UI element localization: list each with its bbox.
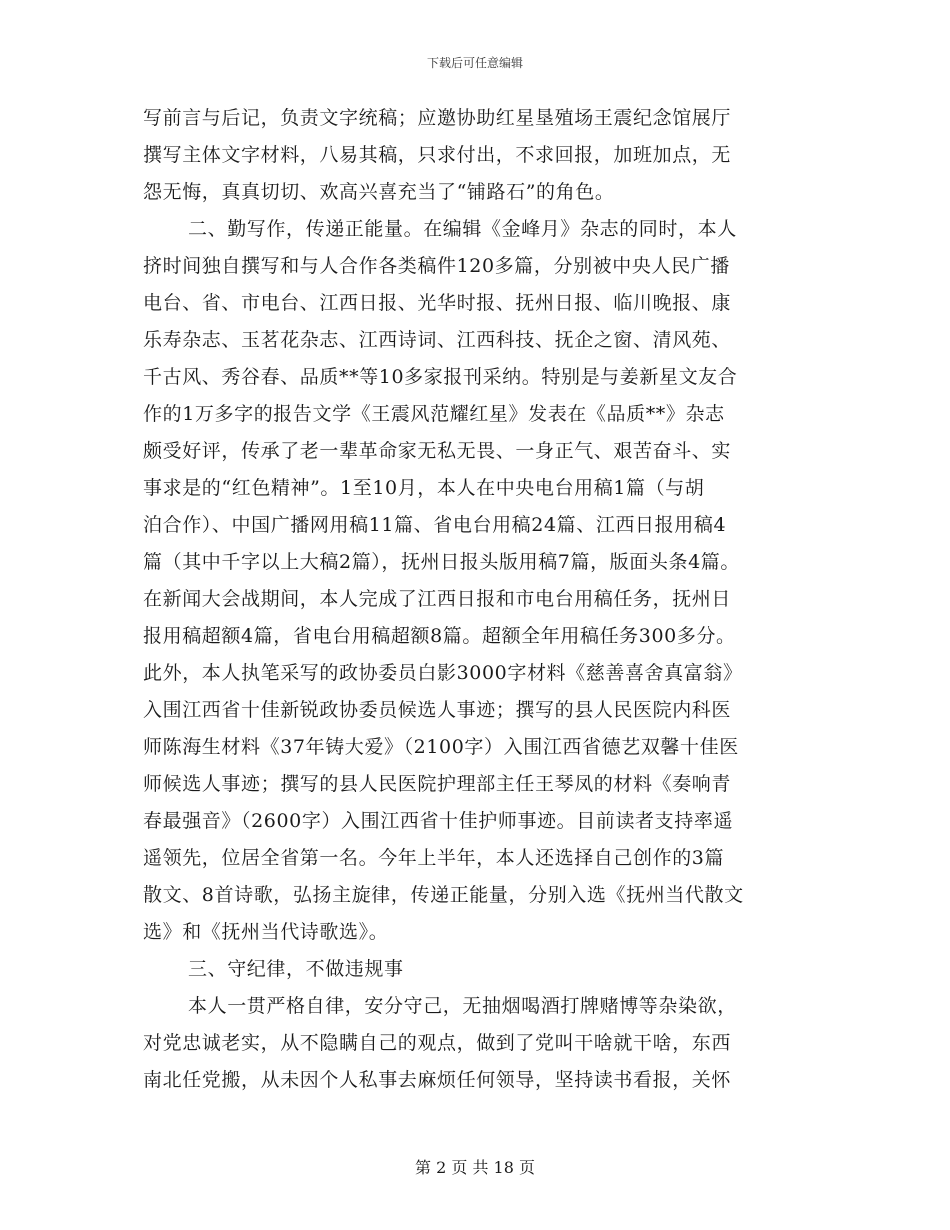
- text-line: 入围江西省十佳新锐政协委员候选人事迹；撰写的县人民医院内科医: [143, 699, 732, 721]
- text-line: 春最强音》（2600字）入围江西省十佳护师事迹。目前读者支持率遥: [143, 810, 734, 832]
- text-line: 此外，本人执笔采写的政协委员白影3000字材料《慈善喜舍真富翁》: [143, 662, 743, 684]
- text-line: 遥领先，位居全省第一名。今年上半年，本人还选择自己创作的3篇: [143, 847, 725, 869]
- text-line: 报用稿超额4篇，省电台用稿超额8篇。超额全年用稿任务300多分。: [143, 625, 736, 647]
- text-line: 作的1万多字的报告文学《王震风范耀红星》发表在《品质**》杂志: [143, 403, 725, 425]
- text-line: 写前言与后记，负责文字统稿；应邀协助红星垦殖场王震纪念馆展厅: [143, 107, 732, 129]
- page-header: 下载后可任意编辑: [426, 56, 523, 70]
- text-line: 篇（其中千字以上大稿2篇），抚州日报头版用稿7篇，版面头条4篇。: [143, 551, 740, 573]
- page-footer: 第 2 页 共 18 页: [415, 1158, 535, 1177]
- text-line: 散文、8首诗歌，弘扬主旋律，传递正能量，分别入选《抚州当代散文: [143, 884, 744, 906]
- text-line: 泊合作）、中国广播网用稿11篇、省电台用稿24篇、江西日报用稿4: [143, 514, 727, 536]
- text-line: 对党忠诚老实，从不隐瞒自己的观点，做到了党叫干啥就干啥，东西: [143, 1032, 732, 1054]
- paragraph-start-line: 本人一贯严格自律，安分守己，无抽烟喝酒打牌赌博等杂染欲，: [188, 995, 737, 1017]
- document-body: [143, 100, 823, 1099]
- text-line: 师陈海生材料《37年铸大爱》（2100字）入围江西省德艺双馨十佳医: [143, 736, 739, 758]
- section-heading-line: 二、勤写作，传递正能量。在编辑《金峰月》杂志的同时，本人: [188, 218, 737, 240]
- text-line: 撰写主体文字材料，八易其稿，只求付出，不求回报，加班加点，无: [143, 144, 732, 166]
- text-line: 在新闻大会战期间，本人完成了江西日报和市电台用稿任务，抚州日: [143, 588, 732, 610]
- section-heading-line: 三、守纪律，不做违规事: [188, 958, 404, 980]
- text-line: 事求是的“红色精神”。1至10月，本人在中央电台用稿1篇（与胡: [143, 477, 705, 499]
- text-line: 怨无悔，真真切切、欢高兴喜充当了“铺路石”的角色。: [143, 181, 615, 203]
- text-line: 南北任党搬，从未因个人私事去麻烦任何领导，坚持读书看报，关怀: [143, 1069, 732, 1091]
- text-line: 挤时间独自撰写和与人合作各类稿件120多篇，分别被中央人民广播: [143, 255, 730, 277]
- text-line: 电台、省、市电台、江西日报、光华时报、抚州日报、临川晚报、康: [143, 292, 732, 314]
- text-line: 千古风、秀谷春、品质**等10多家报刊采纳。特别是与姜新星文友合: [143, 366, 738, 388]
- text-line: 颇受好评，传承了老一辈革命家无私无畏、一身正气、艰苦奋斗、实: [143, 440, 732, 462]
- text-line: 乐寿杂志、玉茗花杂志、江西诗词、江西科技、抚企之窗、清风苑、: [143, 329, 732, 351]
- text-line: 师候选人事迹；撰写的县人民医院护理部主任王琴凤的材料《奏响青: [143, 773, 732, 795]
- text-line: 选》和《抚州当代诗歌选》。: [143, 921, 389, 943]
